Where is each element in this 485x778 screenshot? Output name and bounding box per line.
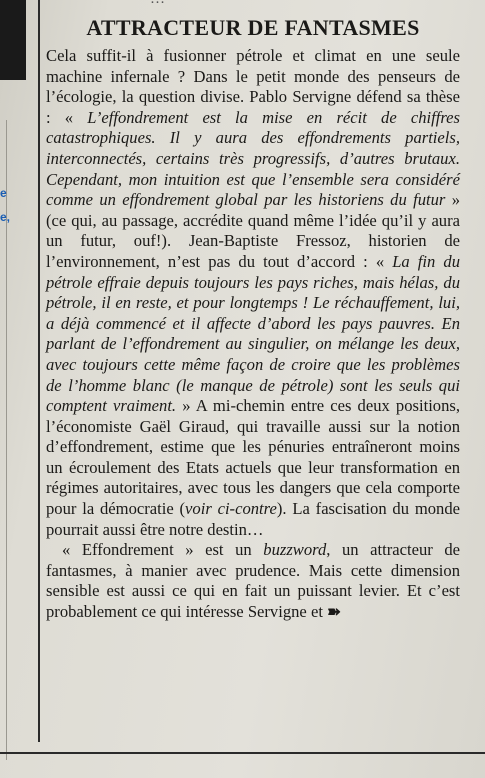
text-segment: Cela suffit-il à fusionner pétrole et climat en une seule machine infernale ? Dans le petit monde des penseurs de l’écologie, la question divise. Pablo Servigne défend sa thèse : «	[46, 46, 460, 127]
italic-quote-segment: L’effondrement est la mise en récit de chiffres catastrophiques. Il y aura des effondrements partiels, interconnectés, certains très progressifs, d’autres brutaux. Cependant, mon intuition est que l’ensemble sera considéré comme un effondrement global par les historiens du futur	[46, 107, 460, 210]
italic-quote-segment: buzzword	[263, 540, 327, 560]
article-body	[46, 46, 460, 623]
italic-quote-segment: voir ci-contre	[185, 499, 277, 519]
margin-mark: e,	[0, 210, 11, 224]
article-headline: ATTRACTEUR DE FANTASMES	[86, 15, 420, 40]
margin-mark: e	[0, 186, 7, 200]
text-segment: » (ce qui, au passage, accrédite quand même l’idée qu’il y aura un futur, ouf!). Jean-Baptiste Fressoz, historien de l’environnement, n’est pas du tout d’accord : «	[46, 190, 460, 271]
adjacent-column-black-block	[0, 0, 26, 80]
column-rule	[38, 0, 40, 742]
continue-arrow-icon: ➽	[327, 602, 338, 622]
italic-quote-segment: La fin du pétrole effraie depuis toujours les pays riches, mais hélas, du pétrole, il en reste, et pour longtemps ! Le réchauffement, lui, a déjà commencé et il affecte d’abord les pays pauvres. En parlant de l’effondrement au singulier, on mélange les deux, avec toujours cette même façon de croire que les problèmes de l’homme blanc (le manque de pétrole) sont les seuls qui comptent vraiment.	[46, 251, 461, 416]
text-segment: « Effondrement » est un	[62, 540, 264, 560]
paragraph-2	[46, 540, 460, 622]
text-segment: ). La fascisation du monde pourrait aussi être notre destin…	[46, 499, 460, 539]
text-segment: , un attracteur de fantasmes, à manier avec prudence. Mais cette dimension sensible est aussi ce qui en fait un puissant levier. Et c’est probablement ce qui intéresse Servigne et	[46, 540, 460, 622]
cut-off-text	[150, 0, 165, 8]
text-segment: » A mi-chemin entre ces deux positions, l’économiste Gaël Giraud, qui travaille aussi sur la notion d’effondrement, estime que les pénuries entraîneront moins un écroulement des Etats actuels que leur transformation en régimes autoritaires, avec tous les dangers que cela comporte pour la démocratie (	[46, 396, 461, 519]
article	[46, 14, 460, 623]
bottom-rule	[0, 752, 485, 754]
paragraph-1	[46, 46, 460, 540]
